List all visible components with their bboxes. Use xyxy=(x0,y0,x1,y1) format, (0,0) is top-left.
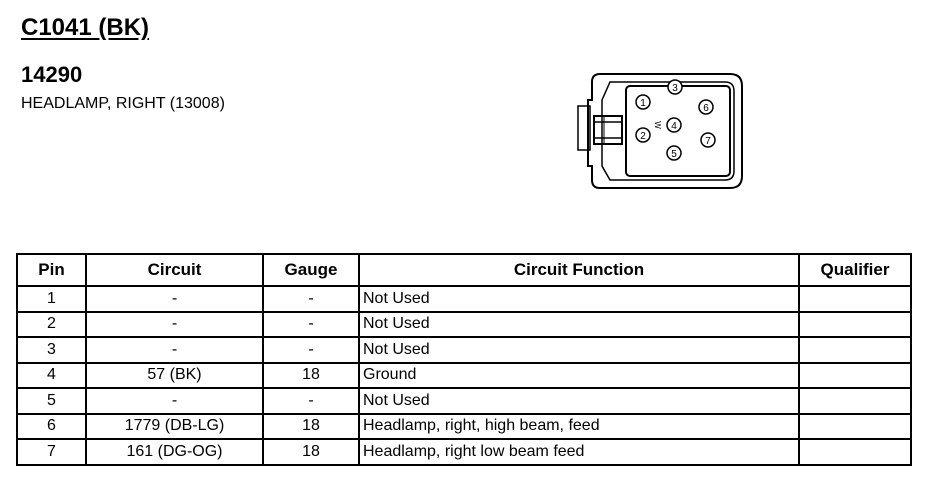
pin-1 xyxy=(636,95,650,109)
table-row xyxy=(17,439,911,465)
column-header-pin: Pin xyxy=(17,254,86,286)
table-row xyxy=(17,414,911,440)
cell-gauge: 18 xyxy=(263,439,359,465)
part-number: 14290 xyxy=(21,62,83,87)
cell-function: Not Used xyxy=(359,286,799,312)
cell-qualifier xyxy=(799,388,911,414)
connector-description: HEADLAMP, RIGHT (13008) xyxy=(21,95,225,112)
table-row xyxy=(17,337,911,363)
cell-function: Headlamp, right, high beam, feed xyxy=(359,414,799,440)
column-header-circuit-function: Circuit Function xyxy=(359,254,799,286)
column-header-circuit: Circuit xyxy=(86,254,263,286)
cell-pin: 3 xyxy=(17,337,86,363)
cell-qualifier xyxy=(799,414,911,440)
pinout-table xyxy=(16,253,912,466)
table-row xyxy=(17,388,911,414)
cell-gauge: 18 xyxy=(263,414,359,440)
pin-label-5: 5 xyxy=(671,149,677,160)
cell-pin: 5 xyxy=(17,388,86,414)
pin-label-2: 2 xyxy=(640,131,646,142)
table-row xyxy=(17,312,911,338)
pin-label-6: 6 xyxy=(703,103,709,114)
cell-function: Headlamp, right low beam feed xyxy=(359,439,799,465)
cell-gauge: - xyxy=(263,388,359,414)
cell-pin: 2 xyxy=(17,312,86,338)
cell-circuit: 57 (BK) xyxy=(86,363,263,389)
column-header-qualifier: Qualifier xyxy=(799,254,911,286)
table-row xyxy=(17,286,911,312)
connector-title: C1041 (BK) xyxy=(21,14,150,41)
cell-qualifier xyxy=(799,363,911,389)
cell-pin: 7 xyxy=(17,439,86,465)
connector-face-diagram xyxy=(570,66,750,196)
pin-label-3: 3 xyxy=(672,83,678,94)
cell-circuit: 1779 (DB-LG) xyxy=(86,414,263,440)
polarity-marker: W xyxy=(653,121,662,129)
cell-function: Ground xyxy=(359,363,799,389)
cell-pin: 1 xyxy=(17,286,86,312)
cell-circuit: - xyxy=(86,286,263,312)
pin-label-4: 4 xyxy=(671,121,677,132)
column-header-gauge: Gauge xyxy=(263,254,359,286)
cell-qualifier xyxy=(799,286,911,312)
cell-function: Not Used xyxy=(359,312,799,338)
cell-circuit: - xyxy=(86,337,263,363)
cell-qualifier xyxy=(799,439,911,465)
pin-2 xyxy=(636,128,650,142)
cell-gauge: - xyxy=(263,337,359,363)
cell-gauge: - xyxy=(263,312,359,338)
cell-pin: 6 xyxy=(17,414,86,440)
pin-5 xyxy=(667,146,681,160)
cell-circuit: - xyxy=(86,388,263,414)
cell-pin: 4 xyxy=(17,363,86,389)
cell-circuit: 161 (DG-OG) xyxy=(86,439,263,465)
cell-function: Not Used xyxy=(359,337,799,363)
pin-4 xyxy=(667,118,681,132)
table-row xyxy=(17,363,911,389)
cell-circuit: - xyxy=(86,312,263,338)
table-header-row xyxy=(17,254,911,286)
cell-qualifier xyxy=(799,312,911,338)
pin-3 xyxy=(668,80,682,94)
cell-gauge: - xyxy=(263,286,359,312)
cell-qualifier xyxy=(799,337,911,363)
pin-7 xyxy=(701,133,715,147)
cell-function: Not Used xyxy=(359,388,799,414)
pin-label-1: 1 xyxy=(640,98,646,109)
pin-6 xyxy=(699,100,713,114)
cell-gauge: 18 xyxy=(263,363,359,389)
pin-label-7: 7 xyxy=(705,136,711,147)
